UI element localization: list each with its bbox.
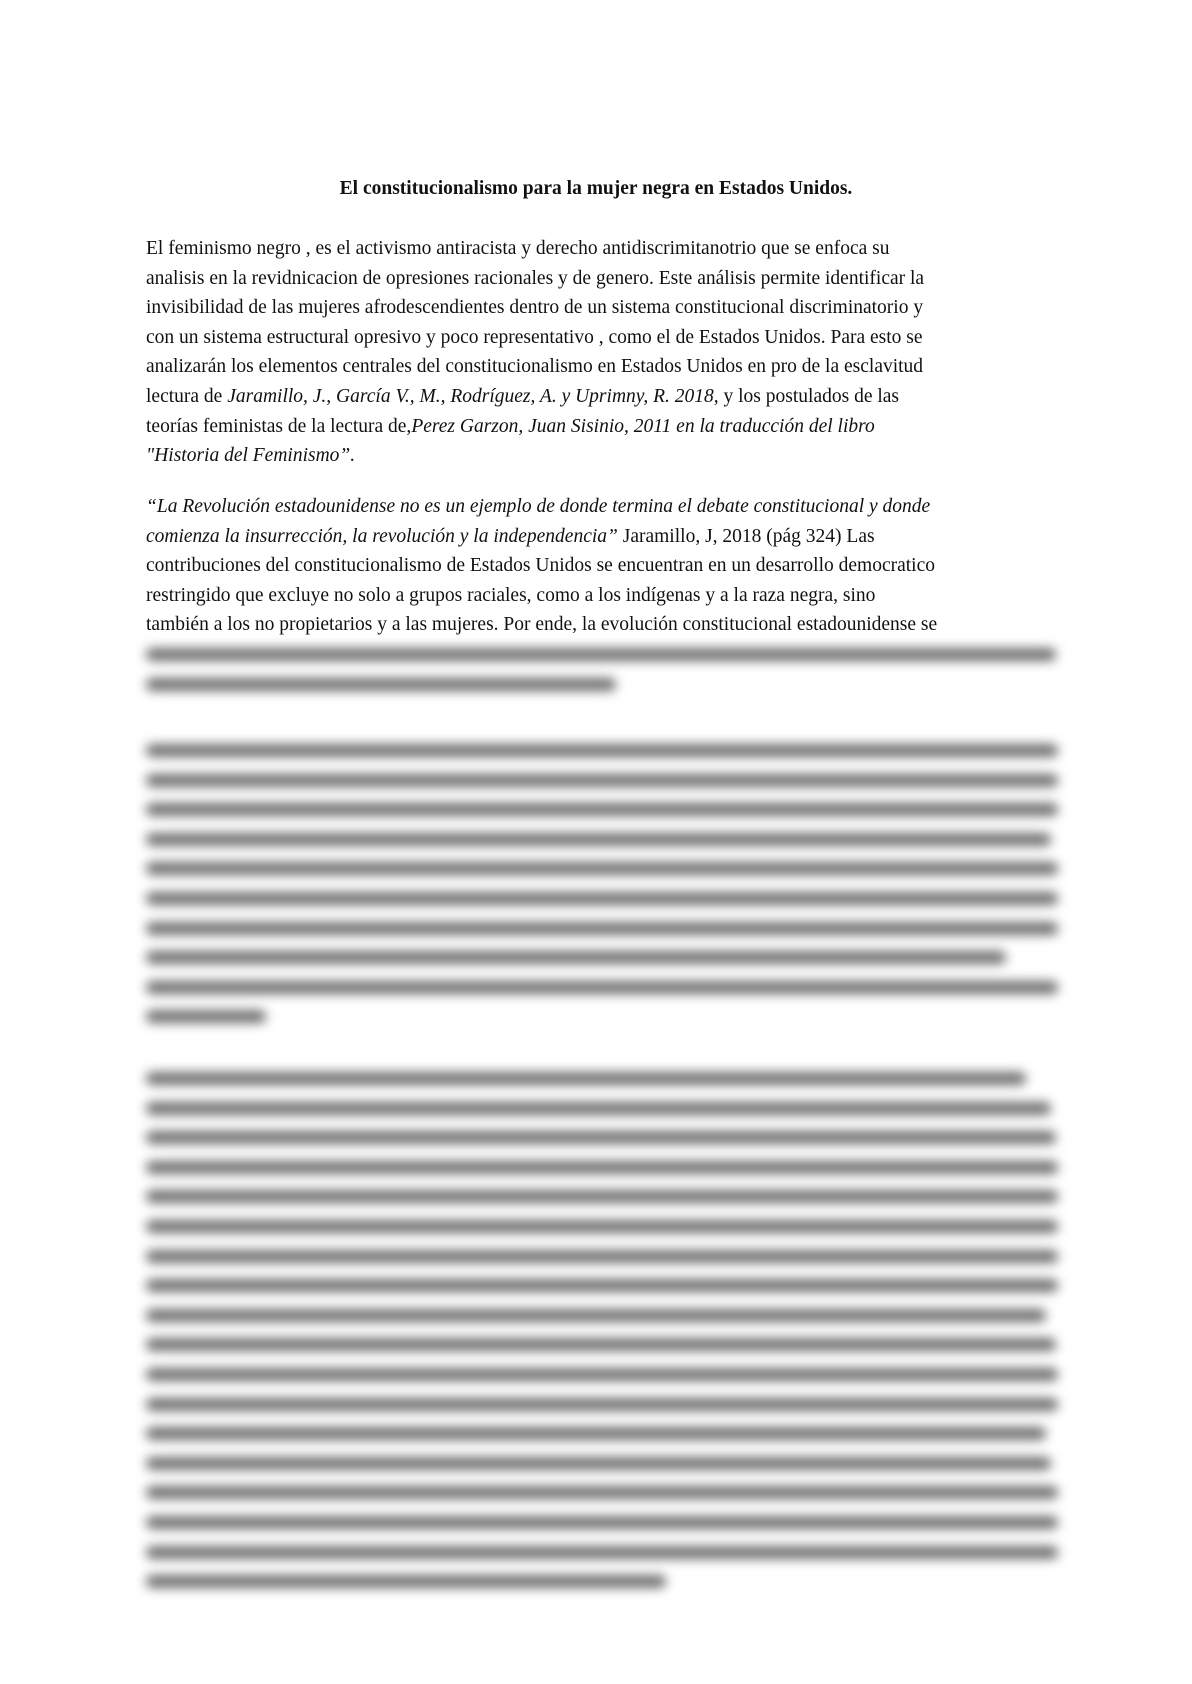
blurred-line xyxy=(146,1242,1058,1272)
blurred-text-block xyxy=(146,640,1058,699)
text-line: El feminismo negro , es el activismo antiracista y derecho antidiscrimitanotrio que se enfoca su xyxy=(146,238,890,259)
blurred-line xyxy=(146,1153,1058,1183)
blurred-line xyxy=(146,1212,1058,1242)
text-line xyxy=(146,412,1058,442)
blurred-line xyxy=(146,766,1058,796)
text-fragment: lectura de xyxy=(146,385,228,407)
quote-italic: comienza la insurrección, la revolución y la independencia” xyxy=(146,525,618,547)
text-line xyxy=(146,382,1058,412)
blurred-line xyxy=(146,1478,1058,1508)
blurred-line xyxy=(146,943,1058,973)
blurred-text-block xyxy=(146,736,1058,1032)
text-line: analizarán los elementos centrales del constitucionalismo en Estados Unidos en pro de la esclavitud xyxy=(146,356,924,378)
blurred-line xyxy=(146,1508,1058,1538)
text-line: con un sistema estructural opresivo y poco representativo , como el de Estados Unidos. Para esto se xyxy=(146,326,923,348)
blurred-line xyxy=(146,670,1058,700)
blurred-line xyxy=(146,1567,1058,1597)
citation-italic: Perez Garzon, Juan Sisinio, 2011 en la traducción del libro xyxy=(411,415,875,437)
blurred-line xyxy=(146,1271,1058,1301)
blurred-line xyxy=(146,1182,1058,1212)
blurred-line xyxy=(146,795,1058,825)
blurred-line xyxy=(146,1538,1058,1568)
blurred-line xyxy=(146,1301,1058,1331)
text-line: invisibilidad de las mujeres afrodescendientes dentro de un sistema constitucional discriminatorio y xyxy=(146,297,924,319)
blurred-line xyxy=(146,973,1058,1003)
blurred-line xyxy=(146,884,1058,914)
blurred-line xyxy=(146,1094,1058,1124)
blurred-line xyxy=(146,1002,1058,1032)
blurred-line xyxy=(146,1123,1058,1153)
blurred-line xyxy=(146,1419,1058,1449)
paragraph-quote xyxy=(146,492,1058,640)
blurred-line xyxy=(146,914,1058,944)
text-fragment: teorías feministas de la lectura de, xyxy=(146,415,412,437)
text-line: contribuciones del constitucionalismo de Estados Unidos se encuentran en un desarrollo democratico xyxy=(146,555,935,577)
paragraph-intro xyxy=(146,234,1058,471)
blurred-line xyxy=(146,1064,1058,1094)
text-line: también a los no propietarios y a las mujeres. Por ende, la evolución constitucional estadounidense se xyxy=(146,614,938,636)
blurred-line xyxy=(146,1390,1058,1420)
blurred-line xyxy=(146,640,1058,670)
quote-italic: “La Revolución estadounidense no es un ejemplo de donde termina el debate constitucional y donde xyxy=(146,496,931,517)
blurred-line xyxy=(146,854,1058,884)
text-line xyxy=(146,441,1058,471)
blurred-text-block xyxy=(146,1064,1058,1597)
citation-italic: "Historia del Feminismo”. xyxy=(146,445,356,467)
blurred-line xyxy=(146,825,1058,855)
blurred-line xyxy=(146,1449,1058,1479)
blurred-line xyxy=(146,1360,1058,1390)
text-fragment: , y los postulados de las xyxy=(713,385,900,407)
blurred-line xyxy=(146,1330,1058,1360)
text-fragment: Jaramillo, J, 2018 (pág 324) Las xyxy=(617,525,875,547)
text-line xyxy=(146,492,1058,522)
text-line: restringido que excluye no solo a grupos raciales, como a los indígenas y a la raza negra, sino xyxy=(146,584,876,606)
blurred-line xyxy=(146,736,1058,766)
text-line: analisis en la revidnicacion de opresiones racionales y de genero. Este análisis permite identificar la xyxy=(146,267,925,289)
text-line xyxy=(146,522,1058,552)
document-title: El constitucionalismo para la mujer negra en Estados Unidos. xyxy=(339,178,853,199)
citation-italic: Jaramillo, J., García V., M., Rodríguez, A. y Uprimny, R. 2018 xyxy=(227,385,714,407)
